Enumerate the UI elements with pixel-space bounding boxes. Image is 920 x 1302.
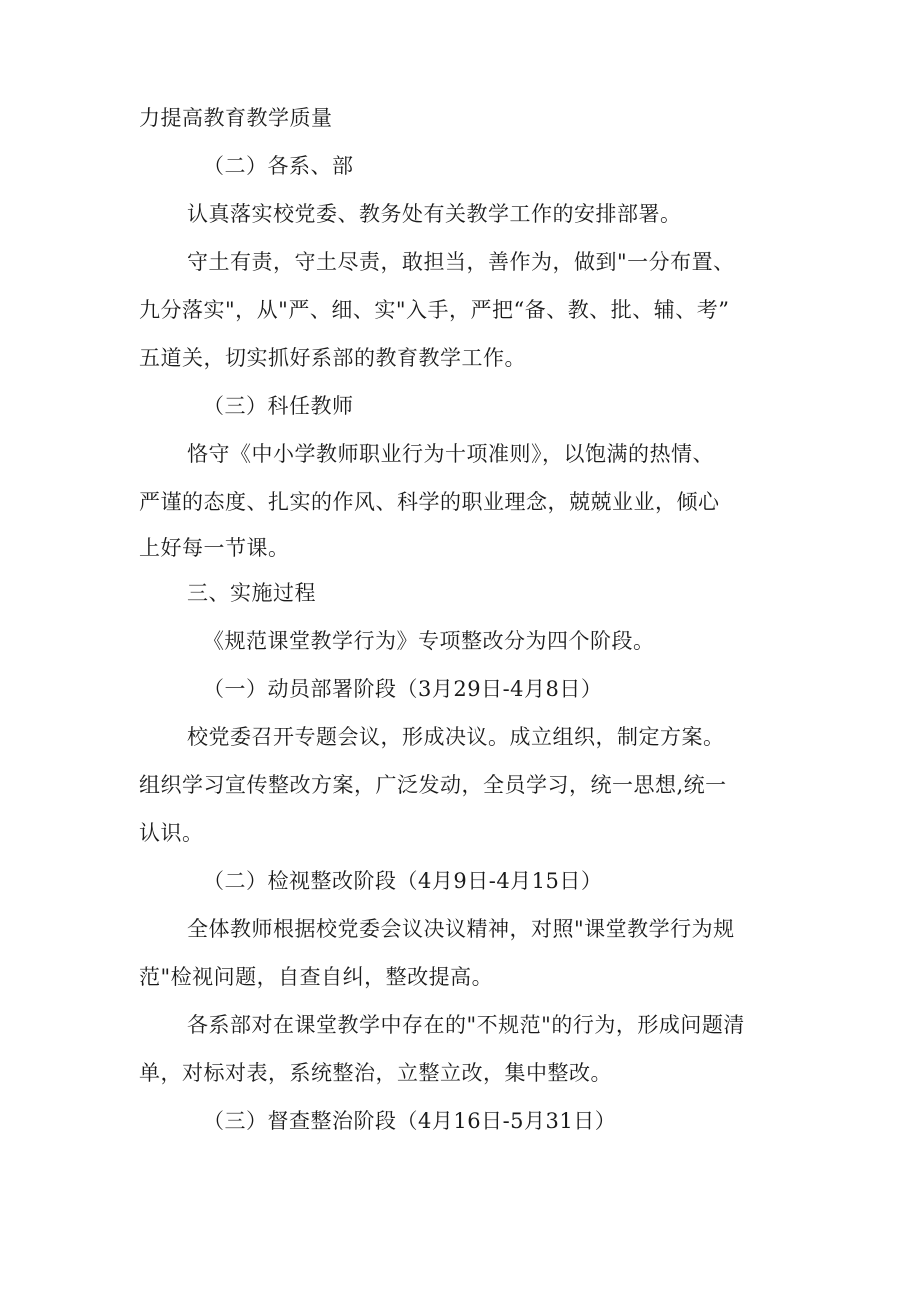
text-line-15: 组织学习宣传整改方案，广泛发动，全员学习，统一思想,统一 (139, 773, 727, 797)
text-line-18: 全体教师根据校党委会议决议精神，对照"课堂教学行为规 (187, 917, 735, 941)
text-line-3: 认真落实校党委、教务处有关教学工作的安排部署。 (187, 202, 682, 226)
text-line-8: 恪守《中小学教师职业行为十项准则》，以饱满的热情、 (187, 442, 714, 466)
text-line-6: 五道关，切实抓好系部的教育教学工作。 (139, 346, 526, 370)
text-line-1: 力提高教育教学质量 (139, 106, 333, 130)
text-line-4: 守土有责，守土尽责，敢担当，善作为，做到"一分布置、 (187, 250, 735, 274)
text-line-9: 严谨的态度、扎实的作风、科学的职业理念，兢兢业业，倾心 (139, 490, 720, 514)
text-line-10: 上好每一节课。 (139, 536, 290, 560)
section-heading-departments: （二）各系、部 (203, 154, 354, 178)
stage-heading-inspection: （二）检视整改阶段（4月9日-4月15日） (203, 869, 603, 893)
text-line-21: 单，对标对表，系统整治，立整立改，集中整改。 (139, 1061, 612, 1085)
stage-heading-mobilization: （一）动员部署阶段（3月29日-4月8日） (203, 677, 603, 701)
stage-heading-supervision: （三）督查整治阶段（4月16日-5月31日） (203, 1109, 617, 1133)
text-line-19: 范"检视问题，自查自纠，整改提高。 (139, 965, 494, 989)
text-line-14: 校党委召开专题会议，形成决议。成立组织，制定方案。 (187, 725, 725, 749)
text-line-5: 九分落实"，从"严、细、实"入手，严把“备、教、批、辅、考” (139, 298, 730, 322)
text-line-16: 认识。 (139, 821, 204, 845)
section-heading-implementation: 三、实施过程 (187, 581, 316, 605)
text-line-12: 《规范课堂教学行为》专项整改分为四个阶段。 (203, 629, 655, 653)
text-line-20: 各系部对在课堂教学中存在的"不规范"的行为，形成问题清 (187, 1013, 745, 1037)
section-heading-teachers: （三）科任教师 (203, 394, 354, 418)
